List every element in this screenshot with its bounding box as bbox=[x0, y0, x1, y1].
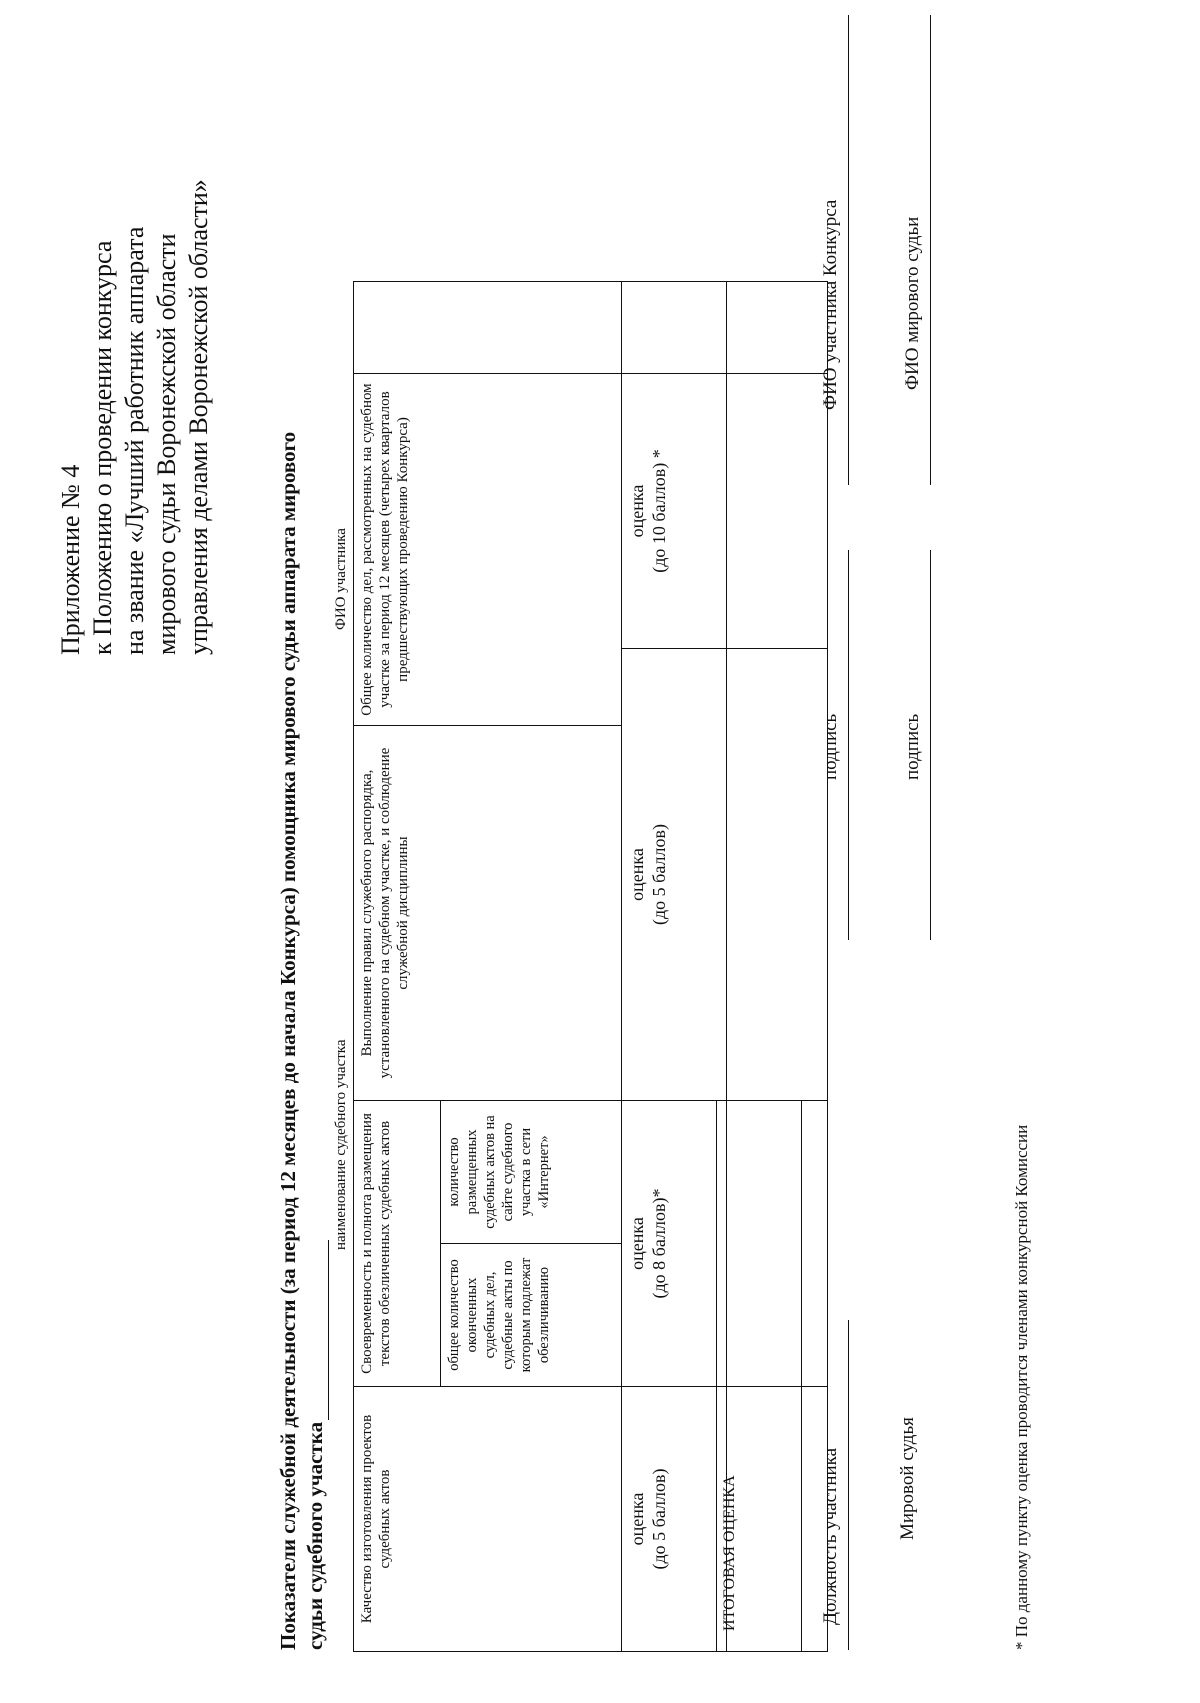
document-title bbox=[275, 250, 329, 1650]
score-limit: (до 5 баллов) bbox=[649, 1468, 669, 1570]
total-score-value bbox=[717, 1101, 802, 1387]
score-cell-quality bbox=[622, 1387, 727, 1652]
signature-line bbox=[848, 1320, 849, 1650]
judge-name-caption: ФИО мирового судьи bbox=[902, 216, 923, 390]
participant-name-signature-caption: ФИО участника Конкурса bbox=[820, 199, 841, 410]
criterion-discipline: Выполнение правил служебного распорядка, установленного на судебном участке, и соблюдение служебной дисциплины bbox=[354, 726, 622, 1101]
appendix-line: Приложение № 4 bbox=[56, 464, 85, 655]
score-label: оценка bbox=[627, 1492, 647, 1546]
footnote: * По данному пункту оценка проводится членами конкурсной Комиссии bbox=[1012, 1124, 1031, 1650]
blank-cell bbox=[727, 282, 828, 374]
signature-line bbox=[930, 550, 931, 940]
appendix-line: к Положению о проведении конкурса bbox=[88, 240, 117, 655]
appendix-line: на звание «Лучший работник аппарата bbox=[120, 226, 149, 655]
subcriterion-total-cases: общее количество оконченных судебных дел, судебные акты по которым подлежат обезличиванию bbox=[441, 1244, 622, 1387]
score-limit: (до 5 баллов) bbox=[649, 824, 669, 925]
total-score-label: ИТОГОВАЯ ОЦЕНКА bbox=[717, 1387, 802, 1652]
judge-caption: Мировой судья bbox=[897, 1417, 918, 1540]
judge-signature-caption: подпись bbox=[902, 713, 923, 780]
criterion-timeliness: Своевременность и полнота размещения текстов обезличенных судебных актов bbox=[354, 1101, 441, 1387]
appendix-line: мирового судьи Воронежской области bbox=[152, 233, 181, 655]
appendix-line: управления делами Воронежской области» bbox=[184, 179, 213, 655]
score-entry-discipline bbox=[727, 649, 828, 1101]
participant-name-caption: ФИО участника bbox=[333, 528, 349, 630]
score-cell-case-count bbox=[622, 374, 727, 649]
score-label: оценка bbox=[627, 1217, 647, 1270]
signature-line bbox=[848, 550, 849, 940]
blank-cell bbox=[622, 282, 727, 374]
title-line-1: Показатели служебной деятельности (за период 12 месяцев до начала Конкурса) помощника мирового судьи аппарата мирового bbox=[276, 431, 300, 1650]
court-section-blank bbox=[308, 1240, 329, 1420]
score-limit: (до 10 баллов) * bbox=[649, 449, 669, 573]
score-limit: (до 8 баллов)* bbox=[649, 1188, 669, 1299]
score-entry-case-count bbox=[727, 374, 828, 649]
subcriterion-published-acts: количество размещенных судебных актов на сайте судебного участка в сети «Интернет» bbox=[441, 1101, 622, 1244]
participant-position-caption: Должность участника bbox=[820, 1447, 841, 1625]
signature-line bbox=[848, 15, 849, 485]
score-label: оценка bbox=[627, 848, 647, 901]
title-line-2: судьи судебного участка bbox=[303, 1421, 327, 1650]
score-cell-discipline bbox=[622, 649, 727, 1101]
appendix-heading bbox=[55, 5, 215, 655]
blank-cell bbox=[354, 282, 622, 374]
score-label: оценка bbox=[627, 484, 647, 538]
criterion-quality: Качество изготовления проектов судебных актов bbox=[354, 1387, 622, 1652]
criterion-case-count: Общее количество дел, рассмотренных на судебном участке за период 12 месяцев (четырех кварталов предшествующих проведению Конкурса) bbox=[354, 374, 622, 726]
participant-signature-caption: подпись bbox=[820, 713, 841, 780]
score-cell-timeliness bbox=[622, 1101, 727, 1387]
signature-line bbox=[930, 15, 931, 485]
total-table bbox=[716, 1100, 802, 1652]
court-section-caption: наименование судебного участка bbox=[333, 1039, 349, 1250]
